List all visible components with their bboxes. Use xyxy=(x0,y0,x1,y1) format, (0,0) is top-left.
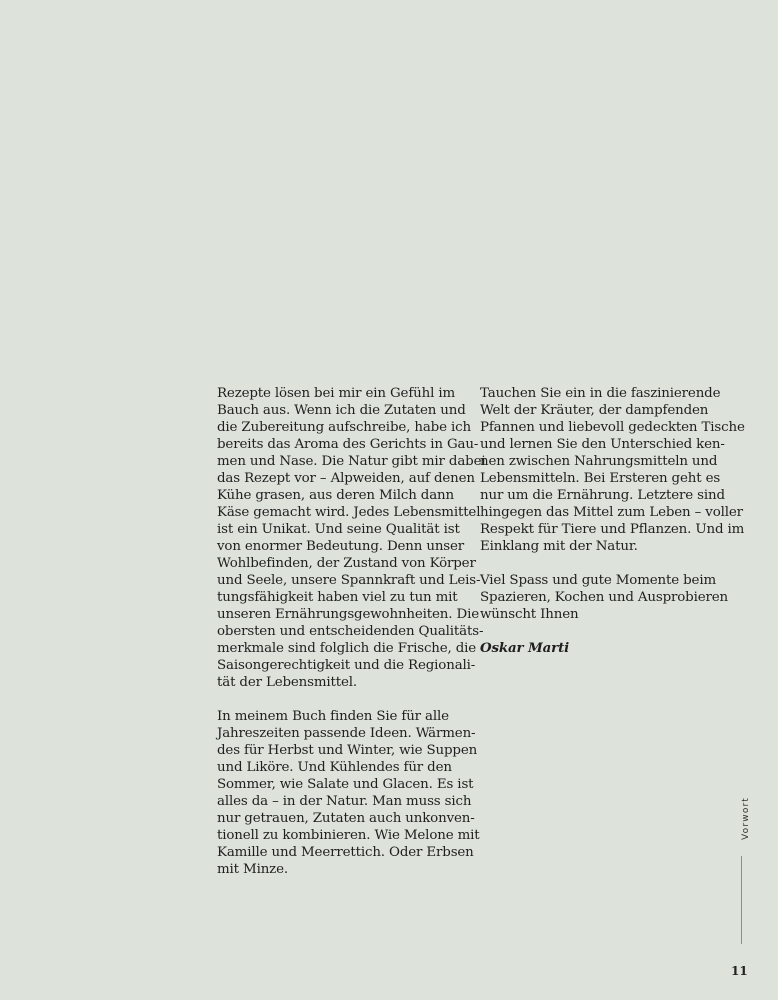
text-line: tät der Lebensmittel. xyxy=(217,675,358,690)
text-line: Bauch aus. Wenn ich die Zutaten und xyxy=(217,403,466,418)
text-line: unseren Ernährungsgewohnheiten. Die xyxy=(217,607,479,622)
text-line: In meinem Buch finden Sie für alle xyxy=(217,709,449,724)
page-number: 11 xyxy=(731,964,748,978)
left-text-column xyxy=(201,385,486,895)
text-line: und Liköre. Und Kühlendes für den xyxy=(217,760,452,775)
text-line: men und Nase. Die Natur gibt mir dabei xyxy=(217,454,486,469)
text-line: nen zwischen Nahrungsmitteln und xyxy=(480,454,718,469)
section-label: Vorwort xyxy=(741,796,751,840)
text-line: Pfannen und liebevoll gedeckten Tische xyxy=(480,420,745,435)
text-line: tionell zu kombinieren. Wie Melone mit xyxy=(217,828,480,843)
closing-paragraph xyxy=(464,572,728,623)
text-line: Spazieren, Kochen und Ausprobieren xyxy=(480,590,728,605)
text-line: die Zubereitung aufschreibe, habe ich xyxy=(217,420,471,435)
text-line: Käse gemacht wird. Jedes Lebensmittel xyxy=(217,505,481,520)
text-line: das Rezept vor – Alpweiden, auf denen xyxy=(217,471,475,486)
text-line: von enormer Bedeutung. Denn unser xyxy=(217,539,465,554)
text-line: Lebensmitteln. Bei Ersteren geht es xyxy=(480,471,721,486)
body-paragraph xyxy=(464,385,745,555)
text-line: Welt der Kräuter, der dampfenden xyxy=(480,403,709,418)
text-line: hingegen das Mittel zum Leben – voller xyxy=(480,505,743,520)
author-signature: Oskar Marti xyxy=(480,640,570,656)
text-line: Kamille und Meerrettich. Oder Erbsen xyxy=(217,845,474,860)
text-line: nur getrauen, Zutaten auch unkonven- xyxy=(217,811,475,826)
text-line: tungsfähigkeit haben viel zu tun mit xyxy=(217,590,458,605)
text-line: nur um die Ernährung. Letztere sind xyxy=(480,488,725,503)
text-line: Sommer, wie Salate und Glacen. Es ist xyxy=(217,777,474,792)
body-paragraph xyxy=(201,385,486,691)
text-line: ist ein Unikat. Und seine Qualität ist xyxy=(217,522,460,537)
text-line: Rezepte lösen bei mir ein Gefühl im xyxy=(217,386,455,401)
text-line: Wohlbefinden, der Zustand von Körper xyxy=(217,556,476,571)
vertical-divider xyxy=(741,856,742,944)
text-line: bereits das Aroma des Gerichts in Gau- xyxy=(217,437,479,452)
text-line: Viel Spass und gute Momente beim xyxy=(480,573,717,588)
text-line: obersten und entscheidenden Qualitäts- xyxy=(217,624,484,639)
text-line: Tauchen Sie ein in die faszinierende xyxy=(480,386,721,401)
right-text-column xyxy=(464,385,745,657)
text-line: mit Minze. xyxy=(217,862,288,877)
text-line: Respekt für Tiere und Pflanzen. Und im xyxy=(480,522,745,537)
text-line: Einklang mit der Natur. xyxy=(480,539,638,554)
text-line: wünscht Ihnen xyxy=(480,607,579,622)
text-line: Saisongerechtigkeit und die Regionali- xyxy=(217,658,476,673)
text-line: und Seele, unsere Spannkraft und Leis- xyxy=(217,573,481,588)
text-line: alles da – in der Natur. Man muss sich xyxy=(217,794,472,809)
text-line: und lernen Sie den Unterschied ken- xyxy=(480,437,725,452)
text-line: Kühe grasen, aus deren Milch dann xyxy=(217,488,454,503)
text-line: merkmale sind folglich die Frische, die xyxy=(217,641,477,656)
text-line: Jahreszeiten passende Ideen. Wärmen- xyxy=(217,726,476,741)
text-line: des für Herbst und Winter, wie Suppen xyxy=(217,743,478,758)
body-paragraph xyxy=(201,708,480,878)
